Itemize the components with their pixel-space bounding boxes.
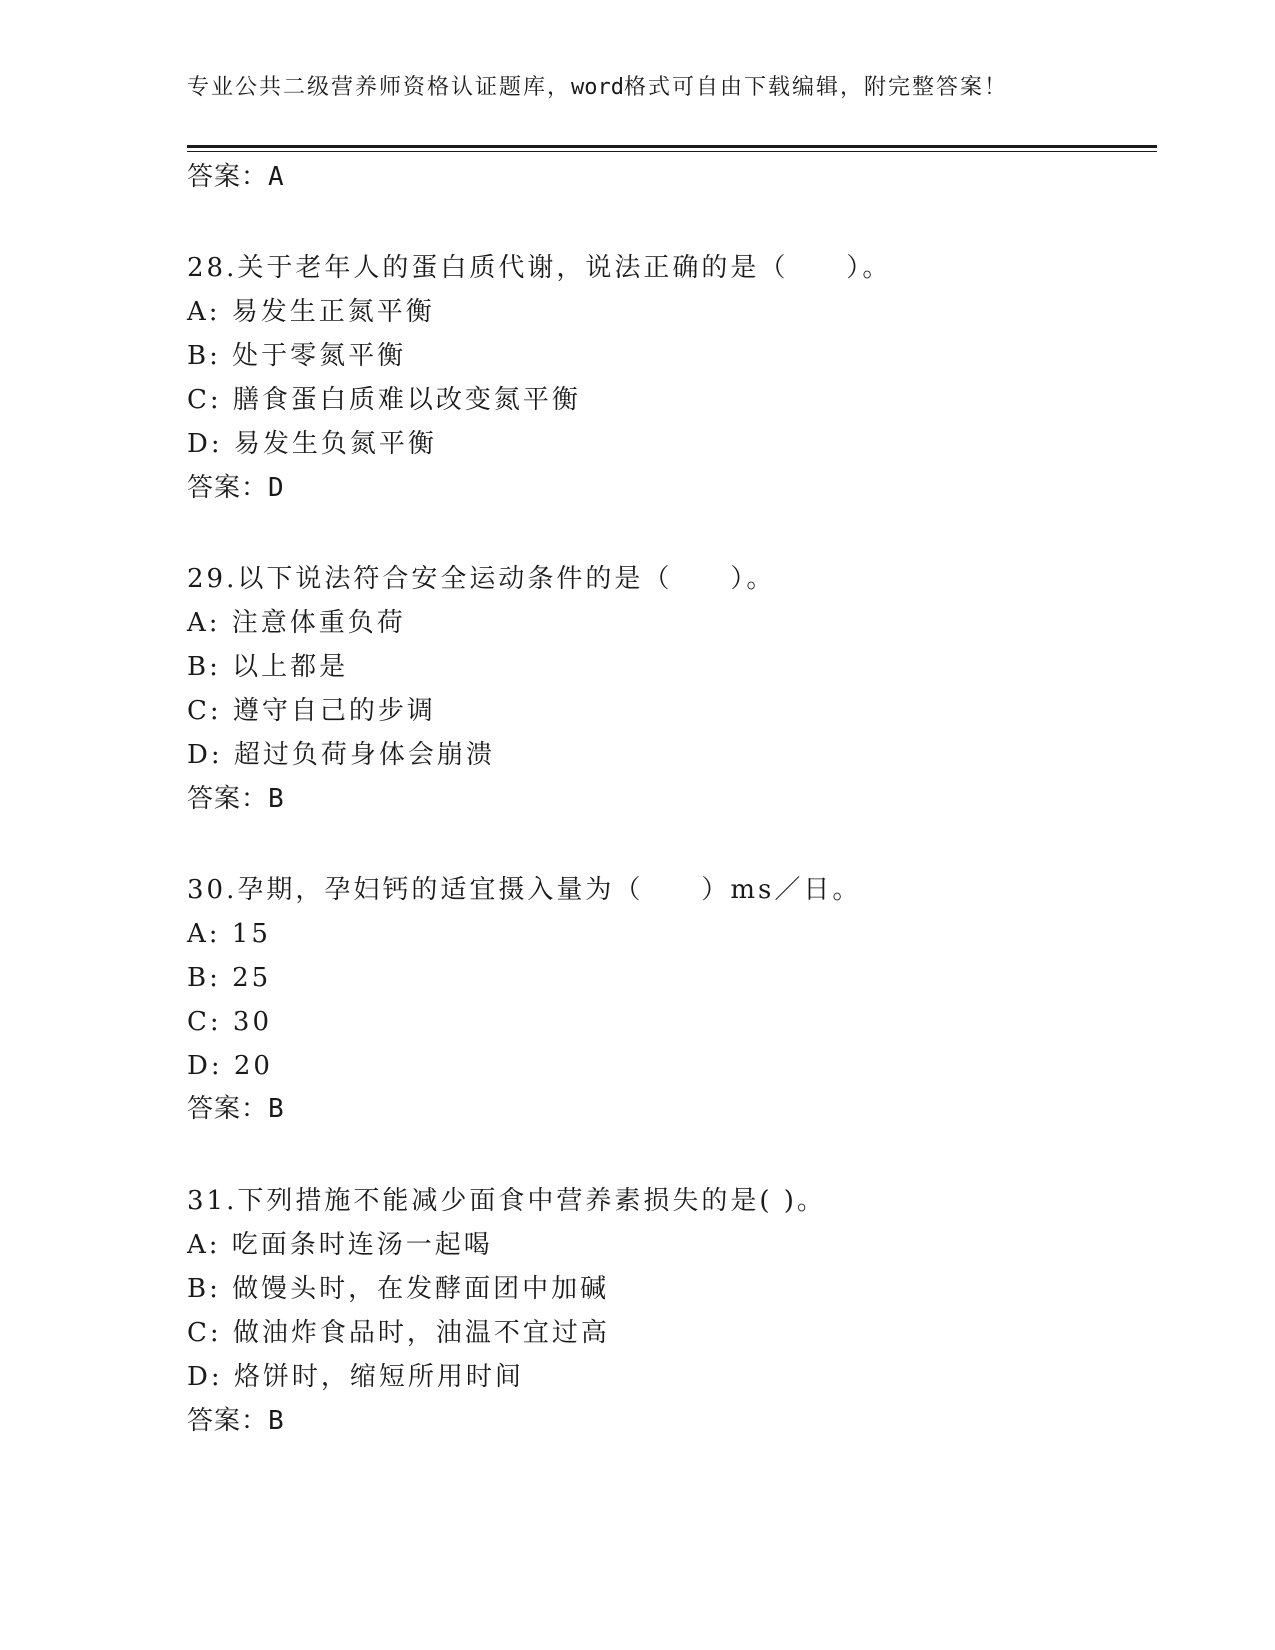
answer-line [187,162,285,192]
option-d: D: 易发生负氮平衡 [187,429,437,459]
option-d: D: 20 [187,1051,273,1081]
option-c: C: 30 [187,1007,273,1037]
question-stem: 31.下列措施不能减少面食中营养素损失的是( )。 [187,1186,826,1216]
option-a: A: 15 [187,919,271,949]
answer-line [187,1406,285,1436]
header-rule-thin [187,151,1157,152]
answer-label: 答案： [187,1094,269,1124]
answer-label: 答案： [187,784,269,814]
header-text-word: word [571,75,624,100]
option-c: C: 做油炸食品时，油温不宜过高 [187,1318,610,1348]
answer-line [187,473,285,503]
option-b: B: 做馒头时，在发酵面团中加碱 [187,1274,610,1304]
question-stem: 28.关于老年人的蛋白质代谢，说法正确的是（ ）。 [187,253,892,283]
option-a: A: 易发生正氮平衡 [187,297,435,327]
answer-line [187,784,285,814]
question-stem: 30.孕期，孕妇钙的适宜摄入量为（ ）ms／日。 [187,875,862,905]
answer-value: B [268,1406,285,1436]
option-b: B: 处于零氮平衡 [187,341,407,371]
answer-label: 答案： [187,1406,269,1436]
answer-line [187,1094,285,1124]
option-b: B: 25 [187,963,272,993]
option-c: C: 膳食蛋白质难以改变氮平衡 [187,385,581,415]
header-text-start: 专业公共二级营养师资格认证题库， [187,75,572,100]
header-text-end: 格式可自由下载编辑，附完整答案！ [624,75,1009,100]
option-d: D: 超过负荷身体会崩溃 [187,740,495,770]
option-d: D: 烙饼时，缩短所用时间 [187,1362,524,1392]
answer-value: B [268,1094,285,1124]
answer-label: 答案： [187,162,269,192]
answer-value: D [268,473,285,503]
answer-value: A [268,162,285,192]
option-a: A: 吃面条时连汤一起喝 [187,1230,493,1260]
option-c: C: 遵守自己的步调 [187,696,436,726]
option-b: B: 以上都是 [187,652,349,682]
page-header [187,70,1008,101]
option-a: A: 注意体重负荷 [187,608,406,638]
answer-value: B [268,784,285,814]
header-rule-thick [187,145,1157,148]
question-stem: 29.以下说法符合安全运动条件的是（ ）。 [187,564,776,594]
answer-label: 答案： [187,473,269,503]
